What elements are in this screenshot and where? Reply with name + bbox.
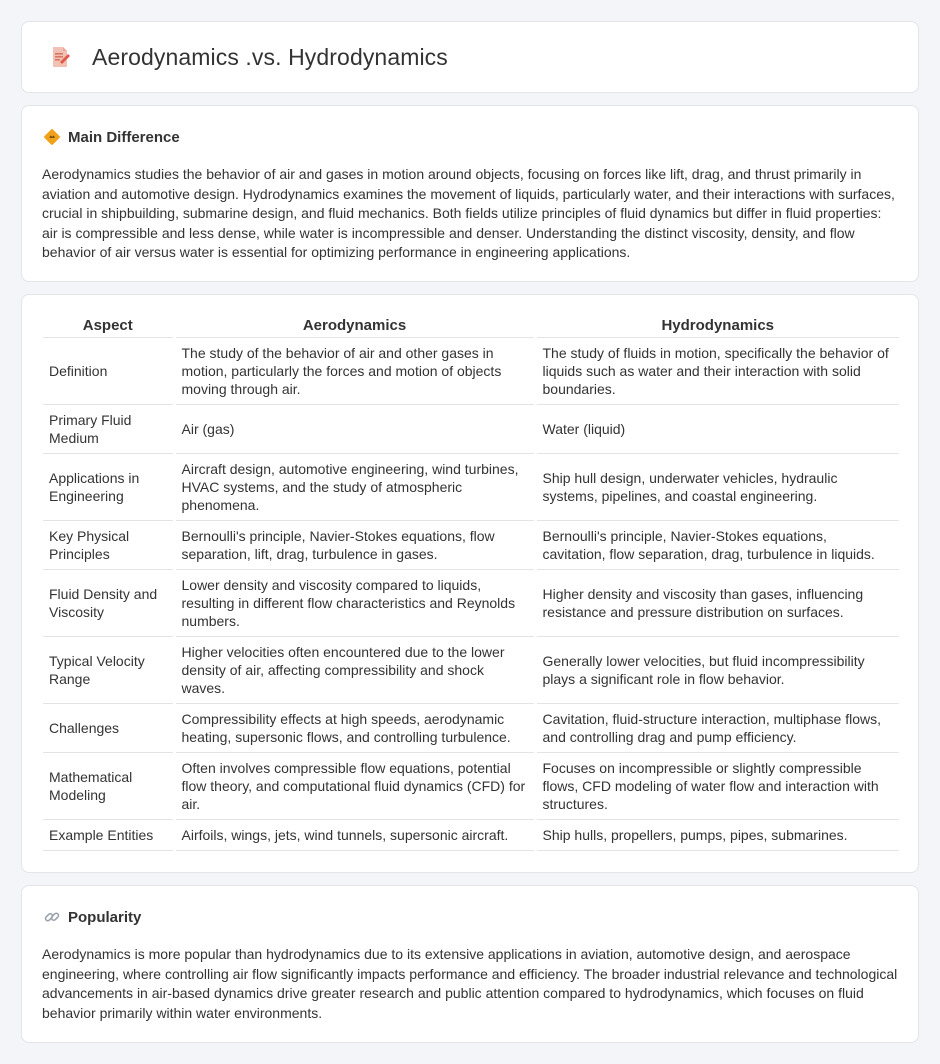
hydrodynamics-cell: Focuses on incompressible or slightly compressible flows, CFD modeling of water flow and interaction with structures. (535, 752, 899, 819)
table-row (43, 404, 899, 453)
aspect-cell: Example Entities (43, 819, 174, 850)
column-header-hydrodynamics: Hydrodynamics (535, 312, 899, 337)
popularity-text: Aerodynamics is more popular than hydrodynamics due to its extensive applications in aviation, automotive design, and aerospace engineering, where controlling air flow significantly impacts performance and efficiency. The broader industrial relevance and technological advancements in air-based dynamics drive greater research and public attention compared to hydrodynamics, which focuses on fluid behavior primarily within water environments. (42, 946, 898, 1021)
page-title: Aerodynamics .vs. Hydrodynamics (92, 43, 448, 70)
aerodynamics-cell: Aircraft design, automotive engineering, wind turbines, HVAC systems, and the study of atmospheric phenomena. (174, 453, 535, 520)
hydrodynamics-cell: The study of fluids in motion, specifically the behavior of liquids such as water and their interaction with solid boundaries. (535, 337, 899, 404)
aspect-cell: Key Physical Principles (43, 520, 174, 569)
table-row (43, 337, 899, 404)
document-edit-icon (48, 45, 72, 69)
column-header-aspect: Aspect (43, 312, 174, 337)
main-difference-section (21, 105, 919, 282)
table-row (43, 636, 899, 703)
aerodynamics-cell: Often involves compressible flow equations, potential flow theory, and computational fluid dynamics (CFD) for air. (174, 752, 535, 819)
aspect-cell: Applications in Engineering (43, 453, 174, 520)
aspect-cell: Challenges (43, 703, 174, 752)
hydrodynamics-cell: Ship hulls, propellers, pumps, pipes, submarines. (535, 819, 899, 850)
table-row (43, 703, 899, 752)
table-row (43, 520, 899, 569)
diamond-sign-icon (43, 128, 61, 146)
aerodynamics-cell: Bernoulli's principle, Navier-Stokes equations, flow separation, lift, drag, turbulence in gases. (174, 520, 535, 569)
aerodynamics-cell: Air (gas) (174, 404, 535, 453)
main-difference-heading (43, 128, 180, 146)
aspect-cell: Primary Fluid Medium (43, 404, 174, 453)
hydrodynamics-cell: Generally lower velocities, but fluid incompressibility plays a significant role in flow behavior. (535, 636, 899, 703)
comparison-table (43, 312, 899, 851)
link-icon (43, 908, 61, 926)
aspect-cell: Definition (43, 337, 174, 404)
hydrodynamics-cell: Ship hull design, underwater vehicles, hydraulic systems, pipelines, and coastal engineering. (535, 453, 899, 520)
main-difference-text: Aerodynamics studies the behavior of air and gases in motion around objects, focusing on forces like lift, drag, and thrust primarily in aviation and automotive design. Hydrodynamics examines the movement of liquids, particularly water, and their interactions with surfaces, crucial in shipbuilding, submarine design, and fluid mechanics. Both fields utilize principles of fluid dynamics but differ in fluid properties: air is compressible and less dense, while water is incompressible and denser. Understanding the distinct viscosity, density, and flow behavior of air versus water is essential for optimizing performance in engineering applications. (42, 166, 895, 260)
hydrodynamics-cell: Water (liquid) (535, 404, 899, 453)
comparison-section (21, 294, 919, 873)
header-card (21, 21, 919, 93)
aspect-cell: Typical Velocity Range (43, 636, 174, 703)
table-row (43, 752, 899, 819)
column-header-aerodynamics: Aerodynamics (174, 312, 535, 337)
aerodynamics-cell: Lower density and viscosity compared to liquids, resulting in different flow characteristics and Reynolds numbers. (174, 569, 535, 636)
hydrodynamics-cell: Higher density and viscosity than gases, influencing resistance and pressure distribution on surfaces. (535, 569, 899, 636)
hydrodynamics-cell: Bernoulli's principle, Navier-Stokes equations, cavitation, flow separation, drag, turbulence in liquids. (535, 520, 899, 569)
aerodynamics-cell: Airfoils, wings, jets, wind tunnels, supersonic aircraft. (174, 819, 535, 850)
aspect-cell: Fluid Density and Viscosity (43, 569, 174, 636)
popularity-heading (43, 908, 141, 926)
table-header-row (43, 312, 899, 337)
aerodynamics-cell: Higher velocities often encountered due to the lower density of air, affecting compressibility and shock waves. (174, 636, 535, 703)
table-row (43, 569, 899, 636)
popularity-title: Popularity (68, 908, 142, 926)
table-row (43, 453, 899, 520)
aerodynamics-cell: Compressibility effects at high speeds, aerodynamic heating, supersonic flows, and controlling turbulence. (174, 703, 535, 752)
hydrodynamics-cell: Cavitation, fluid-structure interaction, multiphase flows, and controlling drag and pump efficiency. (535, 703, 899, 752)
aspect-cell: Mathematical Modeling (43, 752, 174, 819)
main-difference-title: Main Difference (68, 128, 180, 146)
popularity-section (21, 885, 919, 1043)
table-row (43, 819, 899, 850)
aerodynamics-cell: The study of the behavior of air and other gases in motion, particularly the forces and motion of objects moving through air. (174, 337, 535, 404)
